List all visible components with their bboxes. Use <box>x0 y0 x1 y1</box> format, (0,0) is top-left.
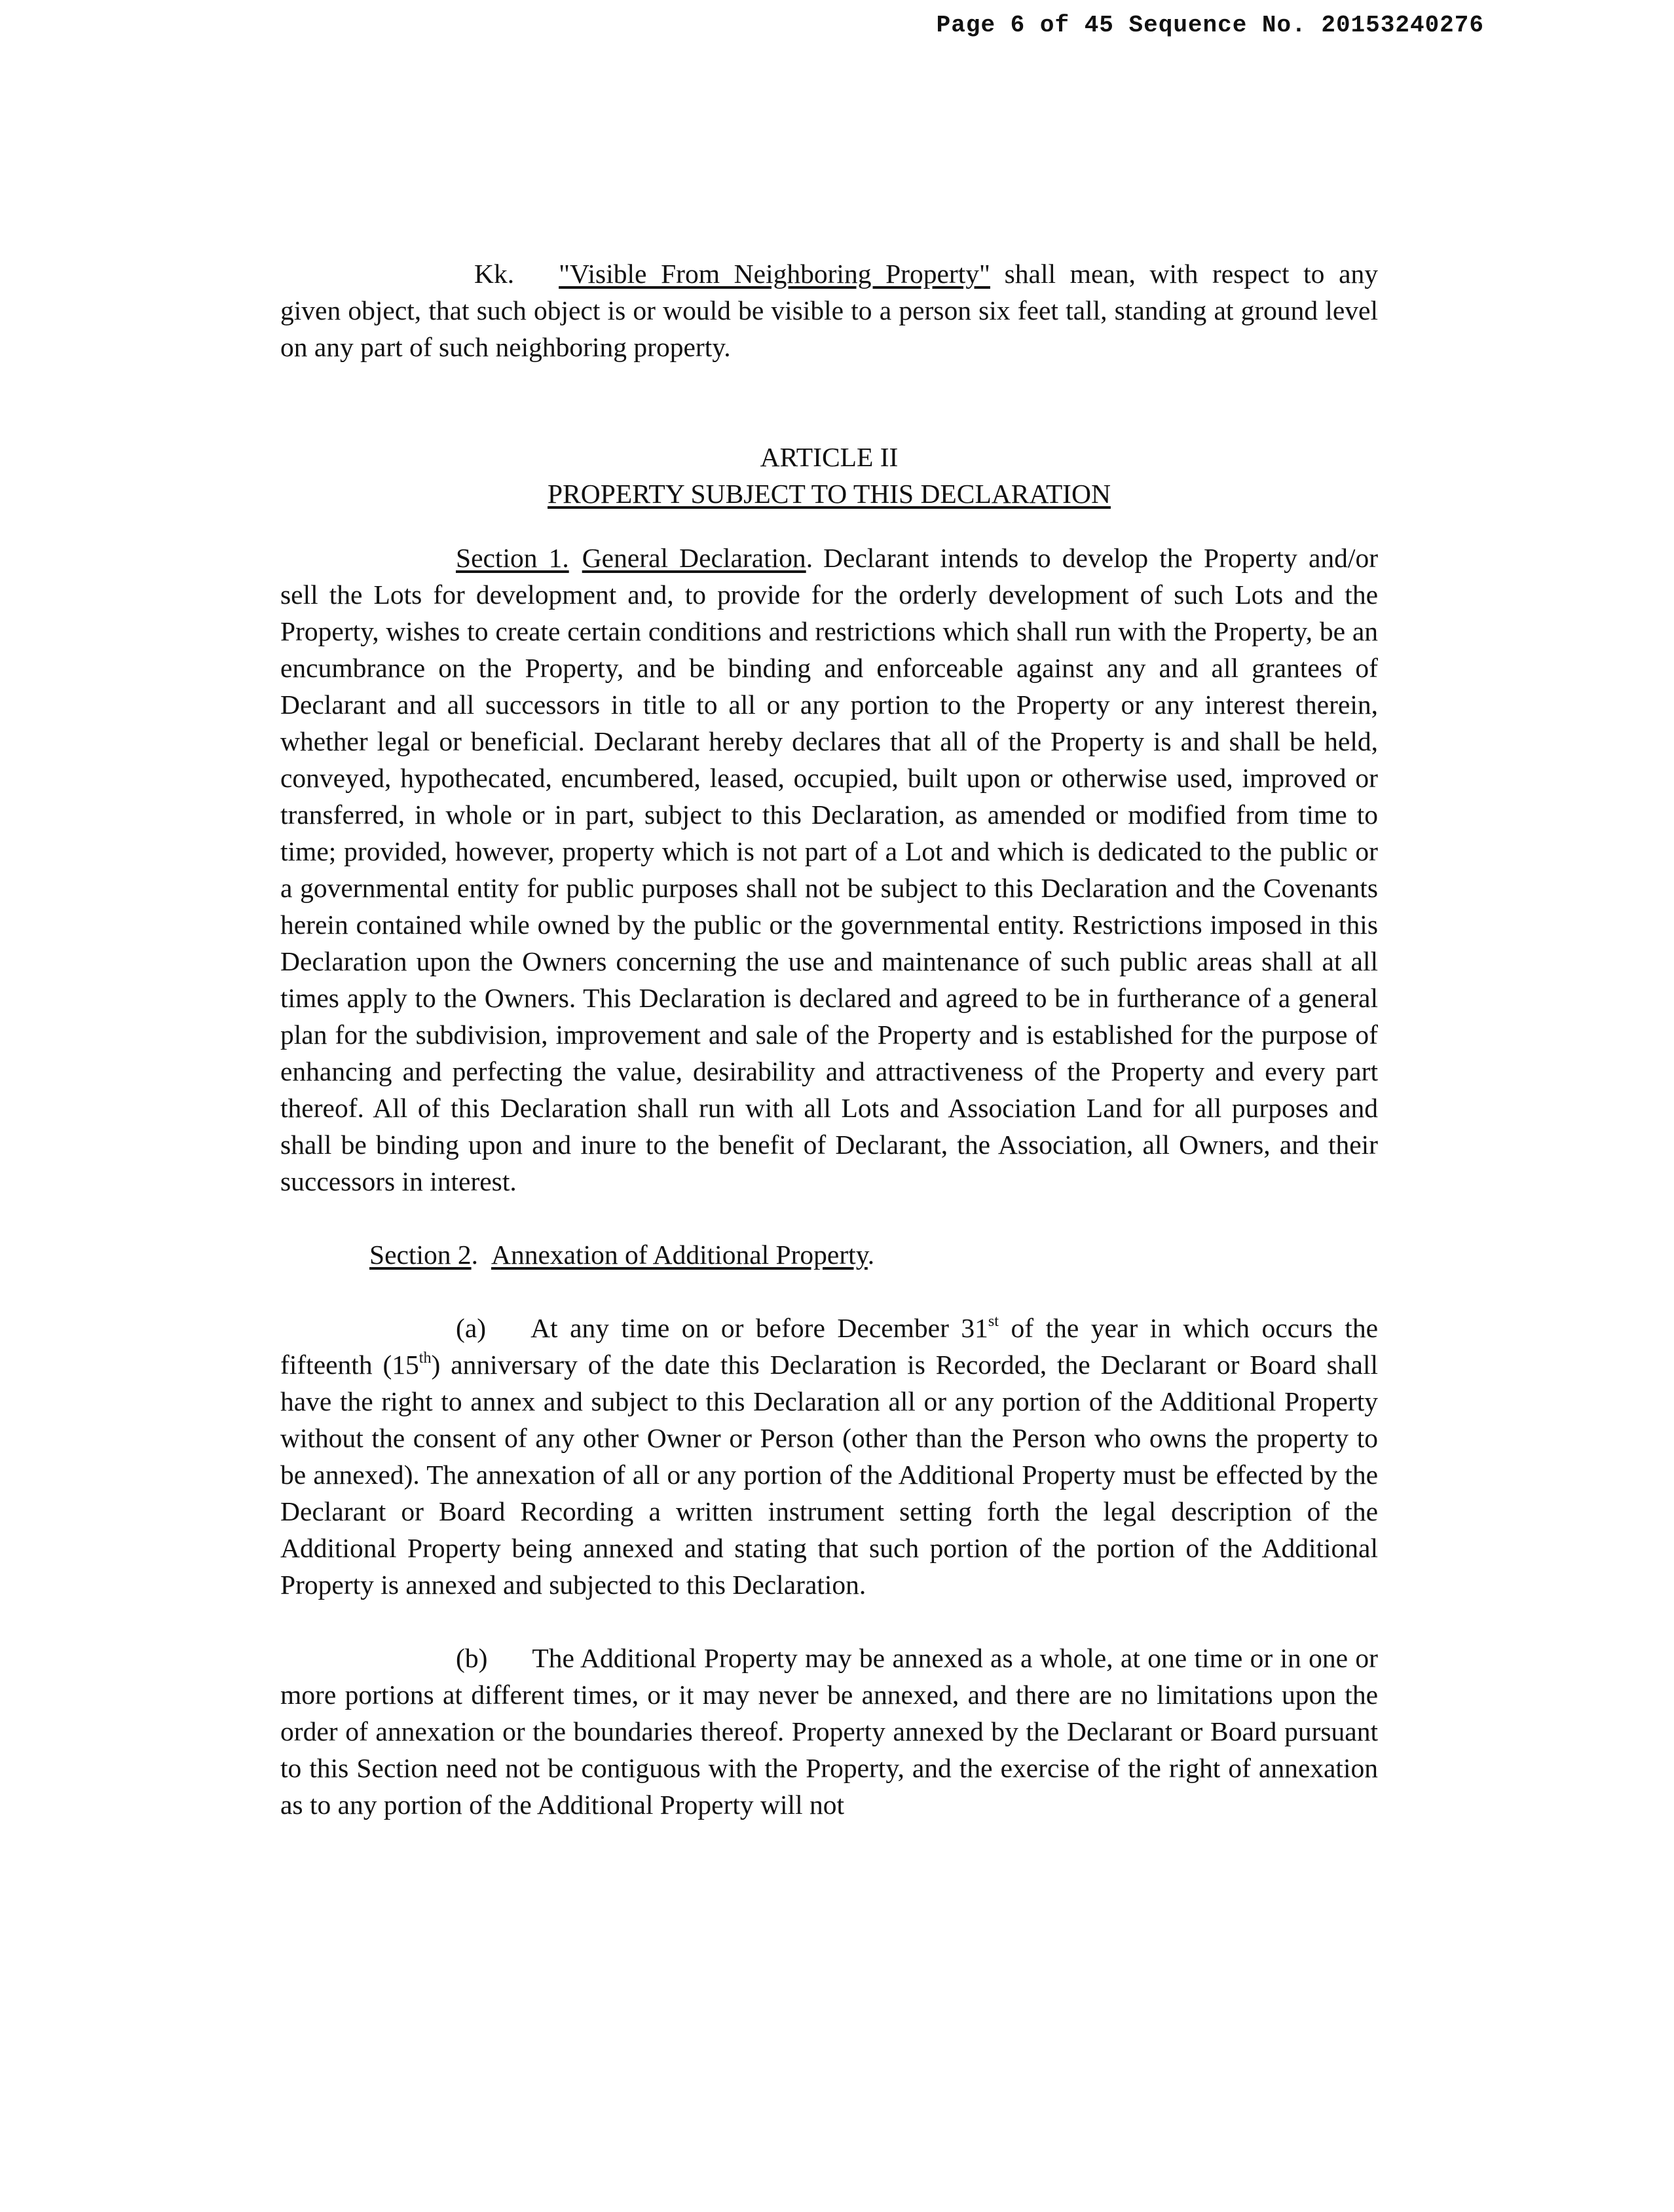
definition-term: "Visible From Neighboring Property" <box>559 259 990 289</box>
paragraph-a-text-2: of the year in which occurs the fifteenth (15 <box>280 1313 1378 1380</box>
section-2-heading: Section 2. Annexation of Additional Property. <box>369 1240 875 1270</box>
definition-text: shall mean, with respect to any given object, that such object is or would be visible to a person six feet tall, standing at ground level on any part of such neighboring property. <box>280 259 1379 362</box>
section-2-paragraph-a <box>280 1310 1378 1603</box>
section-1: Section 1. General Declaration. Declarant intends to develop the Property and/or sell the Lots for development and, to provide for the orderly development of such Lots and the Property, wishes to create certain conditions and restrictions which shall run with the Property, be an encumbrance on the Property, and be binding and enforceable against any and all grantees of Declarant and all successors in title to all or any portion to the Property or any interest therein, whether legal or beneficial. Declarant hereby declares that all of the Property is and shall be held, conveyed, hypothecated, encumbered, leased, occupied, built upon or otherwise used, improved or transferred, in whole or in part, subject to this Declaration, as amended or modified from time to time; provided, however, property which is not part of a Lot and which is dedicated to the public or a governmental entity for public purposes shall not be subject to this Declaration and the Covenants herein contained while owned by the public or the governmental entity. Restrictions imposed in this Declaration upon the Owners concerning the use and maintenance of such public areas shall at all times apply to the Owners. This Declaration is declared and agreed to be in furtherance of a general plan for the subdivision, improvement and sale of the Property and is established for the purpose of enhancing and perfecting the value, desirability and attractiveness of the Property and every part thereof. All of this Declaration shall run with all Lots and Association Land for all purposes and shall be binding upon and inure to the benefit of Declarant, the Association, all Owners, and their successors in interest. <box>280 543 1379 1196</box>
definition-label: Kk. <box>474 259 515 289</box>
page-header: Page 6 of 45 Sequence No. 20153240276 <box>936 12 1484 39</box>
paragraph-b-text: The Additional Property may be annexed as a whole, at one time or in one or more portions at different times, or it may never be annexed, and there are no limitations upon the order of annexation or the boundaries thereof. Property annexed by the Declarant or Board pursuant to this Section need not be contiguous with the Property, and the exercise of the right of annexation as to any portion of the Additional Property will not <box>280 1643 1378 1820</box>
section-1-title: General Declaration <box>582 543 806 573</box>
paragraph-a-text-1: At any time on or before December 31 <box>530 1313 988 1343</box>
section-1-number: Section 1. <box>456 543 569 573</box>
paragraph-a-text-3: ) anniversary of the date this Declaration is Recorded, the Declarant or Board shall have the right to annex and subject to this Declaration all or any portion of the Additional Property without the consent of any other Owner or Person (other than the Person who owns the property to be annexed). The annexation of all or any portion of the Additional Property must be effected by the Declarant or Board Recording a written instrument setting forth the legal description of the Additional Property being annexed and stating that such portion of the portion of the Additional Property is annexed and subjected to this Declaration. <box>280 1350 1379 1600</box>
article-number: ARTICLE II <box>760 442 899 472</box>
definition-kk <box>280 255 1378 365</box>
section-1-text: Declarant intends to develop the Property and/or sell the Lots for development and, to provide for the orderly development of such Lots and the Property, wishes to create certain conditions and restrictions which shall run with the Property, be an encumbrance on the Property, and be binding and enforceable against any and all grantees of Declarant and all successors in title to all or any portion to the Property or any interest therein, whether legal or beneficial. Declarant hereby declares that all of the Property is and shall be held, conveyed, hypothecated, encumbered, leased, occupied, built upon or otherwise used, improved or transferred, in whole or in part, subject to this Declaration, as amended or modified from time to time; provided, however, property which is not part of a Lot and which is dedicated to the public or a governmental entity for public purposes shall not be subject to this Declaration and the Covenants herein contained while owned by the public or the governmental entity. Restrictions imposed in this Declaration upon the Owners concerning the use and maintenance of such public areas shall at all times apply to the Owners. This Declaration is declared and agreed to be in furtherance of a general plan for the subdivision, improvement and sale of the Property and is established for the purpose of enhancing and perfecting the value, desirability and attractiveness of the Property and every part thereof. All of this Declaration shall run with all Lots and Association Land for all purposes and shall be binding upon and inure to the benefit of Declarant, the Association, all Owners, and their successors in interest. <box>280 543 1379 1196</box>
paragraph-a-label: (a) <box>456 1313 487 1343</box>
article-title-line <box>280 475 1378 512</box>
paragraph-a-sup-2: th <box>418 1350 432 1367</box>
paragraph-b-label: (b) <box>456 1643 488 1673</box>
section-2-number: Section 2 <box>369 1240 472 1270</box>
paragraph-a-sup-1: st <box>988 1313 999 1331</box>
section-2-title: Annexation of Additional Property <box>491 1240 868 1270</box>
article-title: PROPERTY SUBJECT TO THIS DECLARATION <box>548 479 1111 509</box>
document-body <box>280 255 1378 1823</box>
section-2-paragraph-b <box>280 1640 1378 1823</box>
